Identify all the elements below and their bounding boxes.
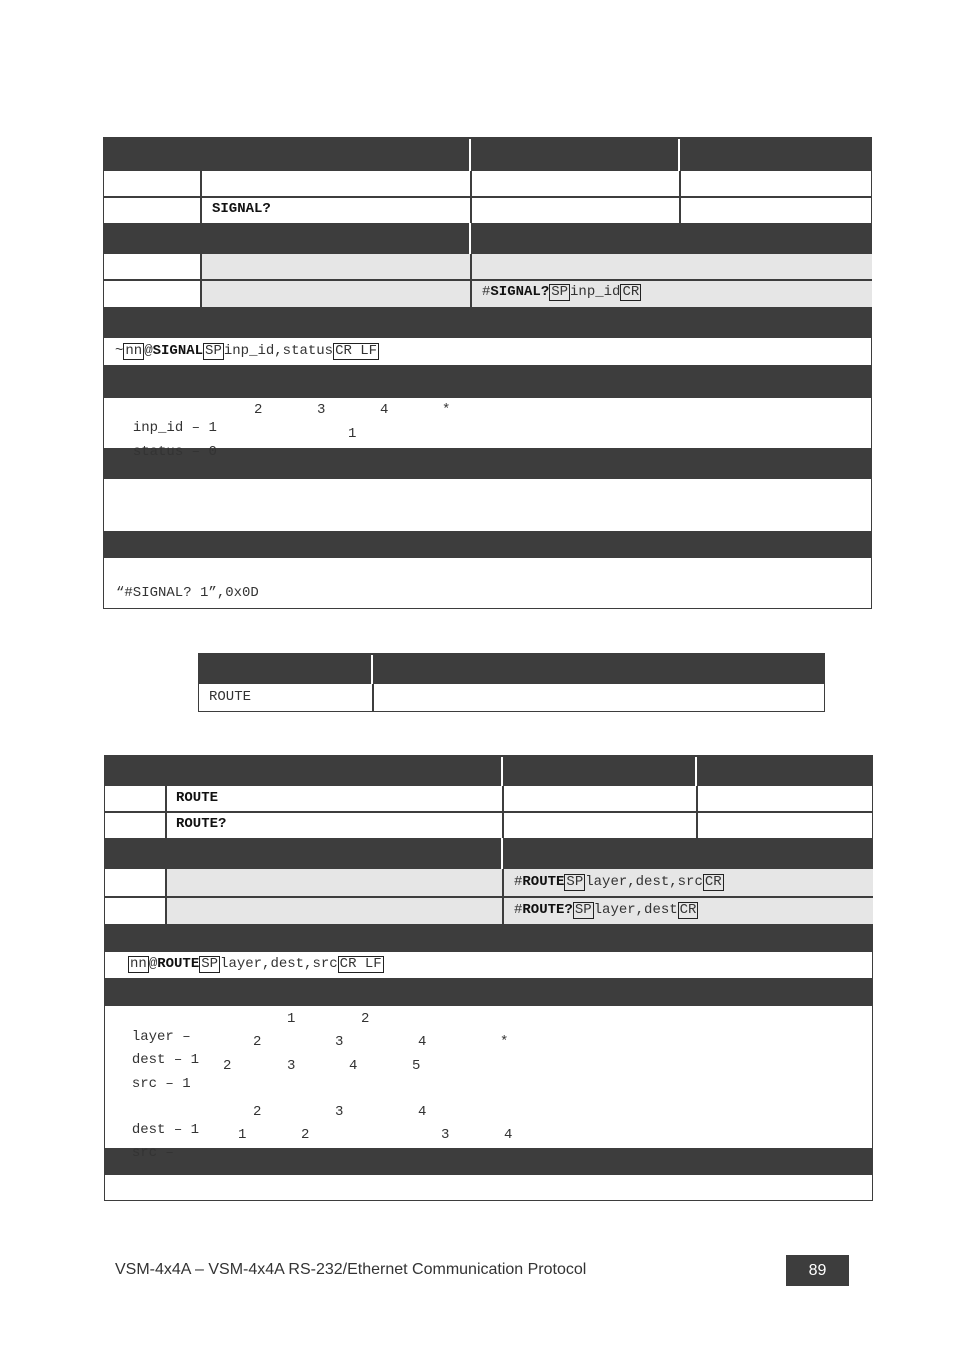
crlf-marker: CR LF bbox=[339, 956, 382, 972]
nn-marker: nn bbox=[130, 956, 147, 972]
signal-col-line bbox=[200, 171, 202, 223]
signal-header-row bbox=[103, 137, 872, 171]
route-params-header-row bbox=[104, 978, 873, 1006]
signal-syntax-header-divider bbox=[469, 223, 471, 254]
carriage-return-marker: CR bbox=[622, 284, 640, 300]
route-response-header-row bbox=[104, 924, 873, 952]
route-param-layer: layer – 1 2 bbox=[131, 1011, 370, 1045]
signal-get-syntax: #SIGNAL? SP inp_id CR bbox=[482, 284, 640, 300]
space-marker: SP bbox=[205, 343, 222, 359]
route-param-src-2: src – 1 2 3 4 bbox=[131, 1127, 513, 1161]
space-marker: SP bbox=[551, 284, 569, 300]
signal-header-divider bbox=[469, 139, 471, 171]
crlf-marker: CR LF bbox=[335, 343, 378, 359]
route-notes-header-row bbox=[104, 1148, 873, 1175]
signal-col-line bbox=[470, 254, 472, 307]
space-marker: SP bbox=[201, 956, 219, 972]
nn-marker: nn bbox=[125, 343, 143, 359]
route-syntax-header-divider bbox=[501, 838, 503, 869]
space-marker: SP bbox=[574, 902, 592, 918]
route-header-row bbox=[104, 755, 873, 786]
signal-response-header-row bbox=[103, 307, 872, 338]
signal-example: “#SIGNAL? 1”,0x0D bbox=[116, 585, 259, 601]
signal-col-line bbox=[200, 254, 202, 307]
route-col-line bbox=[502, 786, 504, 838]
signal-row-line bbox=[103, 196, 872, 198]
route-response: nn @ROUTE SP layer,dest,src CR LF bbox=[130, 956, 382, 972]
signal-example-header-row bbox=[103, 531, 872, 558]
space-marker: SP bbox=[566, 874, 584, 890]
signal-header-divider bbox=[678, 139, 680, 171]
signal-get-command: SIGNAL? bbox=[212, 201, 271, 217]
route-row-line bbox=[104, 811, 873, 813]
signal-col-line bbox=[470, 171, 472, 223]
route-row-line bbox=[104, 896, 873, 898]
route-syntax-header-row bbox=[104, 838, 873, 869]
signal-syntax-header-row bbox=[103, 223, 872, 254]
route-get-syntax: #ROUTE? SP layer,dest CR bbox=[514, 902, 697, 918]
route-set-syntax: #ROUTE SP layer,dest,src CR bbox=[514, 874, 722, 890]
route-header-divider bbox=[695, 757, 697, 786]
signal-syntax-row-1-bg bbox=[201, 254, 872, 279]
route-function-cell: ROUTE bbox=[209, 689, 252, 705]
route-get-command: ROUTE? bbox=[176, 816, 227, 832]
page-number: 89 bbox=[786, 1255, 849, 1286]
signal-param-inp-id: inp_id – 1 2 3 4 * bbox=[132, 402, 451, 436]
route-set-command: ROUTE bbox=[176, 790, 219, 806]
carriage-return-marker: CR bbox=[679, 902, 697, 918]
footer-title: VSM-4x4A – VSM-4x4A RS-232/Ethernet Communication Protocol bbox=[115, 1261, 587, 1278]
signal-param-status: status – 0 1 bbox=[132, 426, 357, 460]
route-param-src: src – 1 2 3 4 5 bbox=[131, 1058, 421, 1092]
route-function-col-line bbox=[372, 684, 374, 711]
signal-row-line bbox=[103, 279, 872, 281]
route-function-header-divider bbox=[371, 655, 373, 684]
carriage-return-marker: CR bbox=[704, 874, 722, 890]
route-col-line bbox=[696, 786, 698, 838]
signal-params-header-row bbox=[103, 365, 872, 398]
signal-response: ~ nn @SIGNAL SP inp_id,status CR LF bbox=[115, 343, 378, 359]
route-col-line bbox=[165, 786, 167, 838]
route-col-line bbox=[502, 869, 504, 924]
route-header-divider bbox=[501, 757, 503, 786]
signal-col-line bbox=[679, 171, 681, 223]
signal-notes-header-row bbox=[103, 448, 872, 479]
route-col-line bbox=[165, 869, 167, 924]
route-function-header-row bbox=[198, 653, 825, 684]
route-param-dest-2: dest – 1 2 3 4 bbox=[131, 1104, 427, 1138]
route-param-dest: dest – 1 2 3 4 * bbox=[131, 1034, 509, 1068]
